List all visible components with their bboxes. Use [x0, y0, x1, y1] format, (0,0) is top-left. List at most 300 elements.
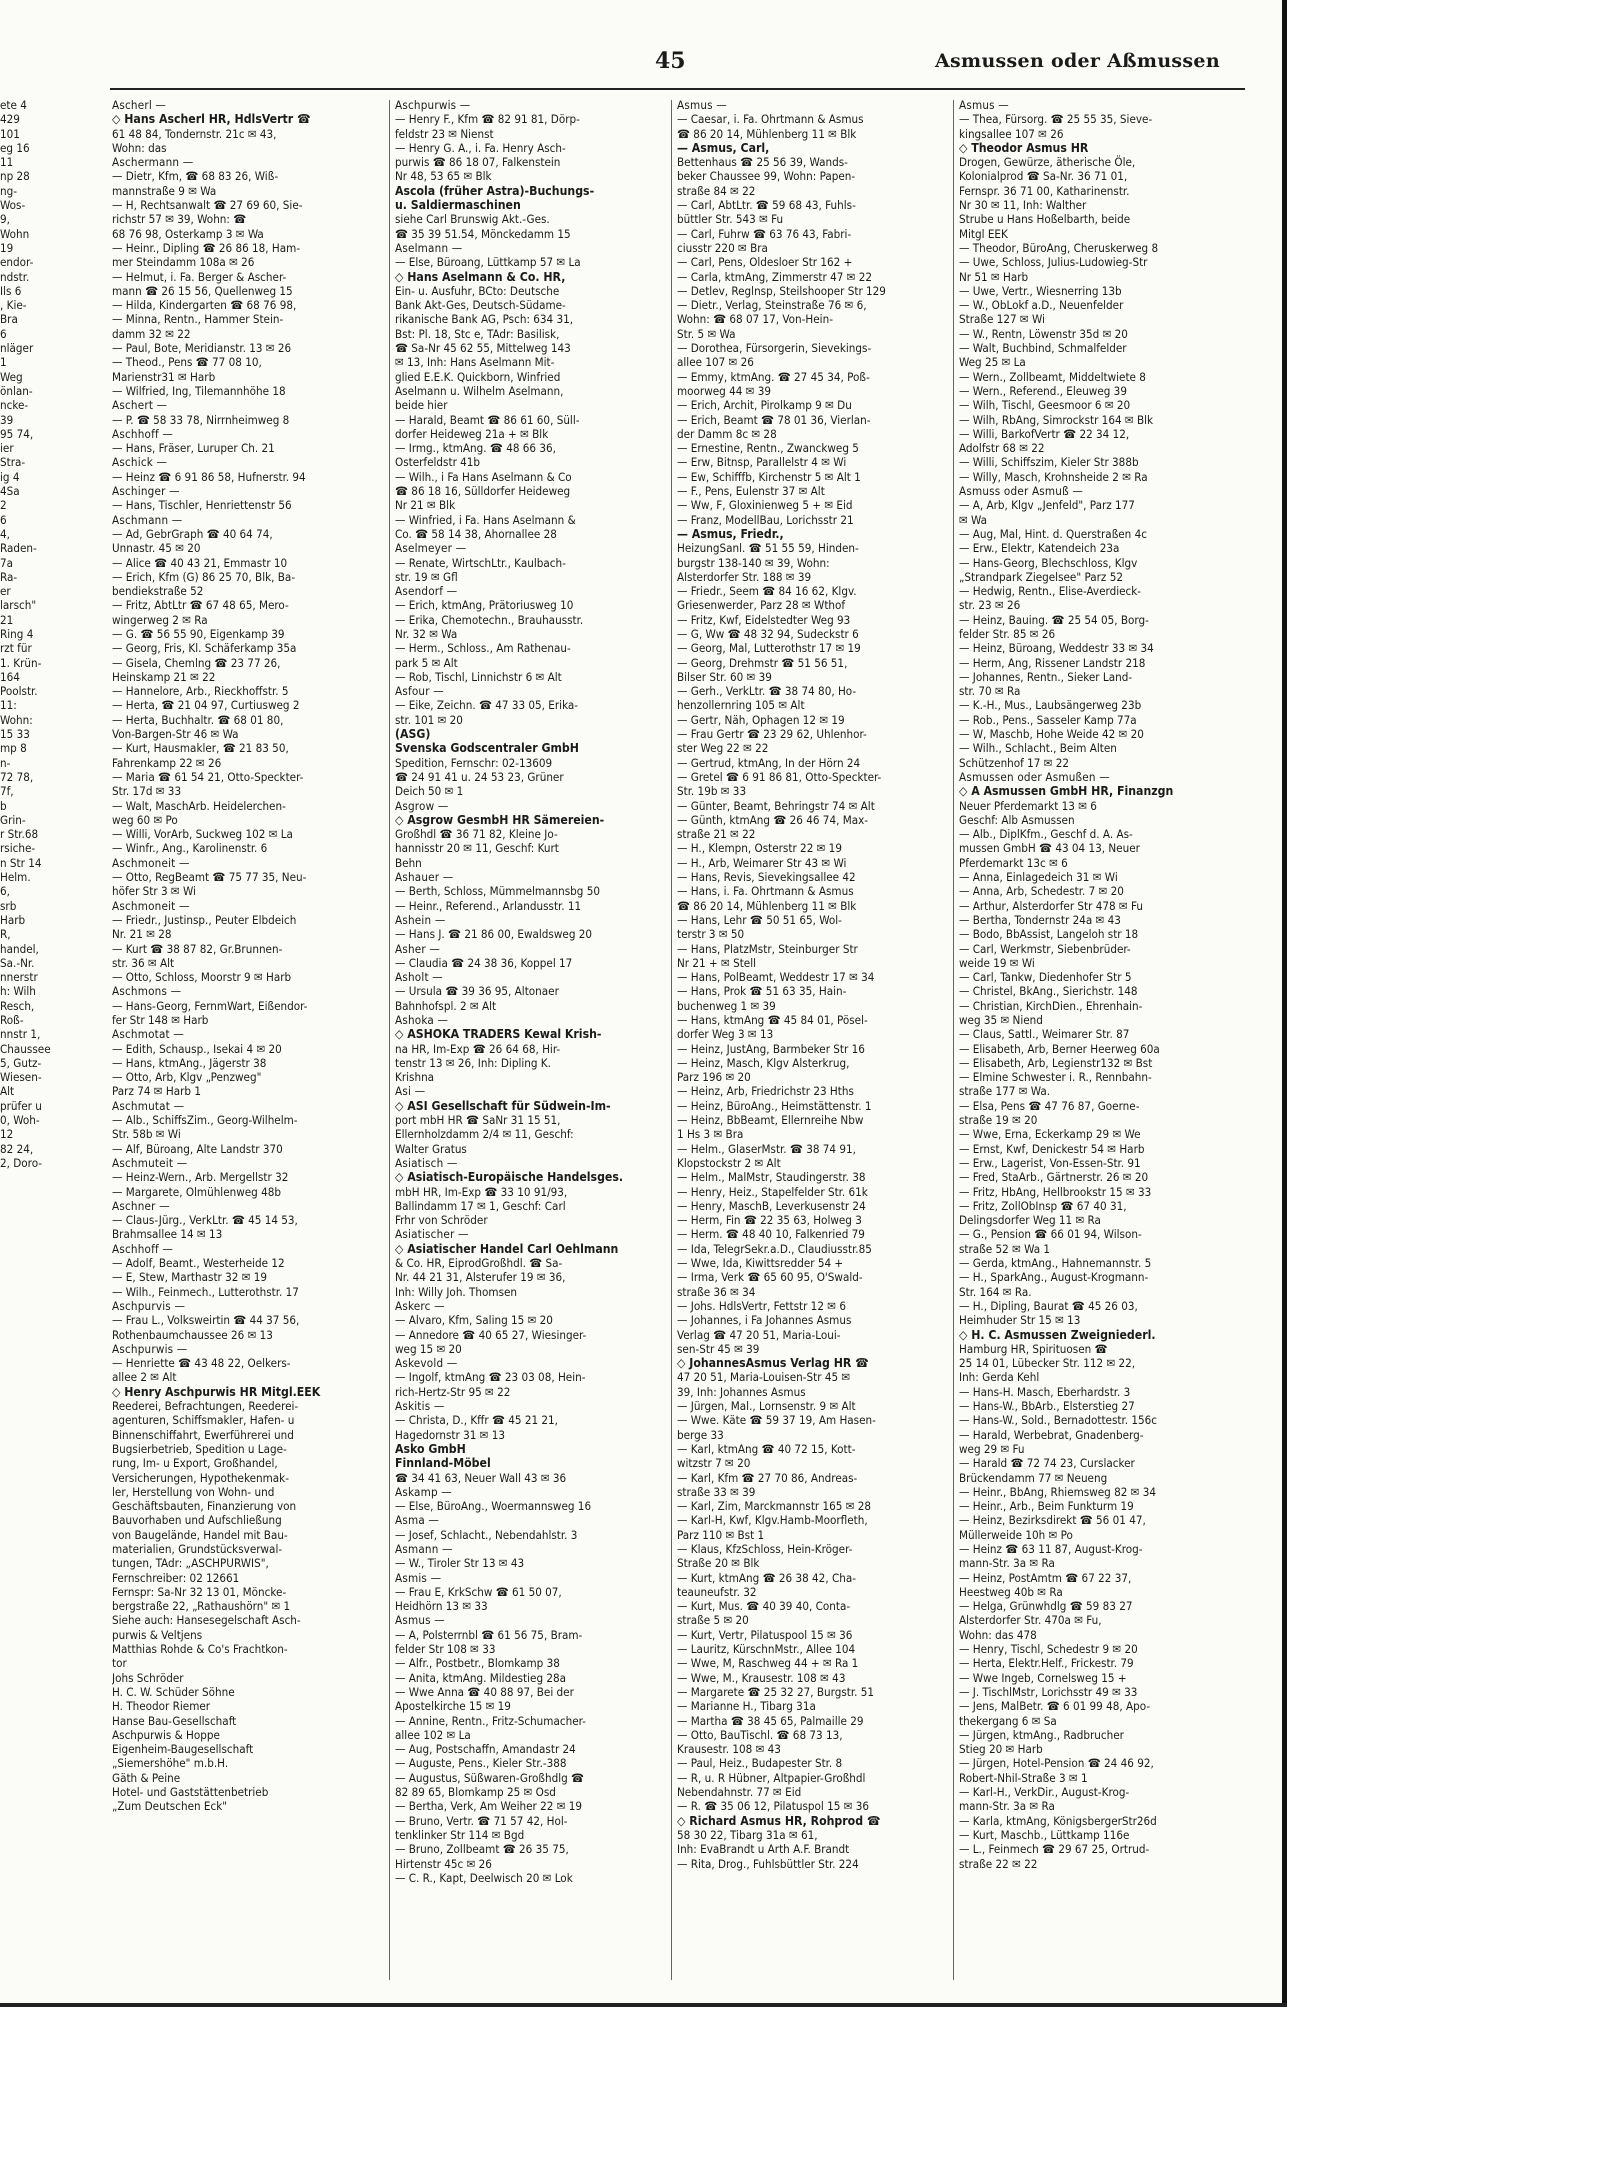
directory-entry: — Walt, Buchbind, Schmalfelder	[959, 341, 1127, 356]
directory-entry: Bettenhaus ☎ 25 56 39, Wands-	[677, 155, 848, 170]
directory-entry: — Uwe, Schloss, Julius-Ludowieg-Str	[959, 255, 1148, 270]
fragment-line: 6	[0, 512, 7, 527]
running-head: Asmussen oder Aßmussen	[935, 50, 1220, 72]
directory-entry: Marienstr31 ✉ Harb	[112, 369, 216, 384]
directory-entry: Brahmsallee 14 ✉ 13	[112, 1227, 223, 1242]
directory-entry: — Hans, ktmAng., Jägerstr 38	[112, 1055, 267, 1070]
directory-entry: — Erich, ktmAng, Prätoriusweg 10	[395, 598, 574, 613]
directory-entry: u. Saldiermaschinen	[395, 198, 521, 213]
directory-entry: — Heinz-Wern., Arb. Mergellstr 32	[112, 1170, 289, 1185]
directory-entry: Stieg 20 ✉ Harb	[959, 1742, 1043, 1757]
directory-entry: — Hans, PlatzMstr, Steinburger Str	[677, 941, 858, 956]
directory-entry: — Hilda, Kindergarten ☎ 68 76 98,	[112, 298, 297, 313]
directory-entry: na HR, Im-Exp ☎ 26 64 68, Hir-	[395, 1041, 561, 1056]
directory-entry: büttler Str. 543 ✉ Fu	[677, 212, 784, 227]
fragment-line: 4,	[0, 526, 10, 541]
directory-entry: — Else, Büroang, Lüttkamp 57 ✉ La	[395, 255, 581, 270]
directory-entry: Aschinger —	[112, 484, 180, 499]
directory-entry: — Eike, Zeichn. ☎ 47 33 05, Erika-	[395, 698, 579, 713]
fragment-line: 11:	[0, 698, 17, 713]
directory-entry: ◇ Asiatischer Handel Carl Oehlmann	[395, 1241, 619, 1256]
directory-entry: ☎ 86 18 16, Sülldorfer Heideweg	[395, 484, 571, 499]
directory-entry: — Helga, Grünwhdlg ☎ 59 83 27	[959, 1599, 1133, 1614]
directory-entry: fer Str 148 ✉ Harb	[112, 1013, 209, 1027]
directory-entry: — Henry, Tischl, Schedestr 9 ✉ 20	[959, 1642, 1138, 1657]
directory-entry: — Otto, BauTischl. ☎ 68 73 13,	[677, 1727, 843, 1742]
directory-entry: — R, u. R Hübner, Altpapier-Großhdl	[677, 1770, 866, 1785]
directory-entry: Großhdl ☎ 36 71 82, Kleine Jo-	[395, 827, 558, 842]
directory-entry: — Frau E, KrkSchw ☎ 61 50 07,	[395, 1584, 562, 1599]
directory-entry: Fahrenkamp 22 ✉ 26	[112, 755, 222, 770]
directory-entry: — Harald, Beamt ☎ 86 61 60, Süll-	[395, 412, 580, 427]
directory-entry: siehe Carl Brunswig Akt.-Ges.	[395, 212, 550, 227]
directory-entry: — Alf, Büroang, Alte Landstr 370	[112, 1141, 283, 1156]
directory-entry: Walter Gratus	[395, 1141, 467, 1156]
directory-entry: — Fritz, AbtLtr ☎ 67 48 65, Mero-	[112, 598, 289, 613]
directory-entry: — Heinz, BüroAng., Heimstättenstr. 1	[677, 1098, 872, 1113]
fragment-line: 2, Doro-	[0, 1155, 43, 1170]
directory-entry: — Kurt, Mus. ☎ 40 39 40, Conta-	[677, 1599, 851, 1614]
directory-entry: Delingsdorfer Weg 11 ✉ Ra	[959, 1213, 1101, 1228]
directory-entry: — E, Stew, Marthastr 32 ✉ 19	[112, 1270, 268, 1285]
directory-entry: Heidhörn 13 ✉ 33	[395, 1599, 488, 1614]
directory-entry: Asmann —	[395, 1541, 453, 1556]
directory-entry: Heinskamp 21 ✉ 22	[112, 669, 216, 684]
fragment-line: 11	[0, 155, 14, 170]
directory-entry: Asmus —	[959, 98, 1009, 112]
directory-entry: Wohn: das	[112, 140, 167, 155]
directory-entry: — Ingolf, ktmAng ☎ 23 03 08, Hein-	[395, 1370, 586, 1385]
directory-entry: Nr. 21 ✉ 28	[112, 927, 172, 942]
directory-entry: Aselmann —	[395, 240, 463, 255]
column-divider	[953, 100, 954, 1980]
directory-entry: — Ernst, Kwf, Denickestr 54 ✉ Harb	[959, 1141, 1145, 1156]
fragment-line: er	[0, 584, 11, 599]
fragment-line: ete 4	[0, 98, 27, 112]
directory-entry: — Winfr., Ang., Karolinenstr. 6	[112, 841, 268, 856]
directory-entry: — Ursula ☎ 39 36 95, Altonaer	[395, 984, 559, 999]
directory-entry: — Asmus, Carl,	[677, 140, 770, 155]
directory-entry: — Paul, Heiz., Budapester Str. 8	[677, 1756, 843, 1771]
directory-entry: — Emmy, ktmAng. ☎ 27 45 34, Poß-	[677, 369, 870, 384]
fragment-line: 6,	[0, 884, 10, 899]
directory-entry: weg 60 ✉ Po	[112, 812, 178, 827]
fragment-line: nläger	[0, 341, 34, 356]
fragment-line: ig 4	[0, 469, 20, 484]
directory-entry: — Augustus, Süßwaren-Großhdlg ☎	[395, 1770, 585, 1785]
directory-entry: Heestweg 40b ✉ Ra	[959, 1584, 1063, 1599]
directory-entry: Asiatischer —	[395, 1227, 469, 1242]
directory-entry: damm 32 ✉ 22	[112, 326, 191, 341]
directory-entry: — Herm, Ang, Rissener Landstr 218	[959, 655, 1146, 670]
directory-entry: — Erw, Bitnsp, Parallelstr 4 ✉ Wi	[677, 455, 847, 470]
directory-entry: — Martha ☎ 38 45 65, Palmaille 29	[677, 1713, 864, 1728]
directory-entry: — Franz, ModellBau, Lorichsstr 21	[677, 512, 854, 527]
directory-entry: — Henry F., Kfm ☎ 82 91 81, Dörp-	[395, 112, 580, 127]
directory-entry: ◇ Theodor Asmus HR	[959, 140, 1089, 155]
directory-entry: — Marianne H., Tibarg 31a	[677, 1699, 816, 1714]
directory-entry: — Alb., DiplKfm., Geschf d. A. As-	[959, 827, 1133, 842]
directory-entry: Ascola (früher Astra)-Buchungs-	[395, 183, 595, 198]
directory-entry: Rothenbaumchaussee 26 ✉ 13	[112, 1327, 273, 1342]
directory-entry: 82 89 65, Blomkamp 25 ✉ Osd	[395, 1785, 556, 1800]
directory-entry: — Henry G. A., i. Fa. Henry Asch-	[395, 140, 566, 155]
directory-entry: — Johannes, i Fa Johannes Asmus	[677, 1313, 852, 1328]
directory-entry: Unnastr. 45 ✉ 20	[112, 541, 201, 556]
page-number: 45	[655, 48, 686, 74]
directory-entry: Str. 58b ✉ Wi	[112, 1127, 181, 1142]
directory-entry: beide hier	[395, 398, 448, 413]
fragment-line: Wohn	[0, 226, 30, 241]
directory-entry: — Winfried, i Fa. Hans Aselmann &	[395, 512, 576, 527]
directory-entry: — Hans-H. Masch, Eberhardstr. 3	[959, 1384, 1131, 1399]
directory-entry: — Kurt ☎ 38 87 82, Gr.Brunnen-	[112, 941, 283, 956]
directory-entry: — Else, BüroAng., Woermannsweg 16	[395, 1499, 592, 1514]
directory-entry: — Günter, Beamt, Behringstr 74 ✉ Alt	[677, 798, 875, 813]
directory-entry: Parz 74 ✉ Harb 1	[112, 1084, 201, 1099]
directory-entry: — Wern., Zollbeamt, Middeltwiete 8	[959, 369, 1146, 384]
directory-entry: — Minna, Rentn., Hammer Stein-	[112, 312, 284, 327]
fragment-line: prüfer u	[0, 1098, 42, 1113]
directory-entry: — Ew, Schifffb, Kirchenstr 5 ✉ Alt 1	[677, 469, 861, 484]
directory-entry: — Theod., Pens ☎ 77 08 10,	[112, 355, 262, 370]
directory-entry: Ascherl —	[112, 98, 167, 112]
fragment-line: 7f,	[0, 784, 14, 799]
directory-entry: — Fritz, Kwf, Eidelstedter Weg 93	[677, 612, 851, 627]
directory-entry: mussen GmbH ☎ 43 04 13, Neuer	[959, 841, 1140, 856]
directory-entry: — A, Polsterrnbl ☎ 61 56 75, Bram-	[395, 1627, 583, 1642]
directory-entry: Str. 5 ✉ Wa	[677, 326, 736, 341]
directory-entry: — Henry, Heiz., Stapelfelder Str. 61k	[677, 1184, 868, 1199]
directory-entry: — Klaus, KfzSchloss, Hein-Kröger-	[677, 1541, 853, 1556]
directory-entry: — Herta, Buchhaltr. ☎ 68 01 80,	[112, 712, 284, 727]
left-page-fragment-column	[0, 98, 96, 1993]
directory-entry: — Wilh., Feinmech., Lutterothstr. 17	[112, 1284, 299, 1299]
directory-entry: tungen, TAdr: „ASCHPURWIS",	[112, 1556, 269, 1571]
directory-entry: 25 14 01, Lübecker Str. 112 ✉ 22,	[959, 1356, 1136, 1371]
directory-entry: — Hans, i. Fa. Ohrtmann & Asmus	[677, 884, 854, 899]
directory-entry: Nebendahnstr. 77 ✉ Eid	[677, 1785, 802, 1800]
directory-entry: Wohn: ☎ 68 07 17, Von-Hein-	[677, 312, 833, 327]
directory-entry: tenklinker Str 114 ✉ Bgd	[395, 1827, 525, 1842]
directory-entry: „Siemershöhe" m.b.H.	[112, 1756, 229, 1771]
directory-entry: Verlag ☎ 47 20 51, Maria-Loui-	[677, 1327, 841, 1342]
fragment-line: 19	[0, 240, 14, 255]
directory-entry: — H, Rechtsanwalt ☎ 27 69 60, Sie-	[112, 198, 303, 213]
directory-entry: Reederei, Befrachtungen, Reederei-	[112, 1399, 299, 1414]
directory-entry: Asendorf —	[395, 584, 458, 599]
directory-entry: ☎ 24 91 41 u. 24 53 23, Grüner	[395, 769, 564, 784]
directory-entry: — Friedr., Justinsp., Peuter Elbdeich	[112, 912, 297, 927]
fragment-line: 9,	[0, 212, 10, 227]
fragment-line: Ils 6	[0, 283, 22, 298]
directory-entry: — Asmus, Friedr.,	[677, 526, 784, 541]
directory-entry: ◇ ASHOKA TRADERS Kewal Krish-	[395, 1027, 602, 1042]
fragment-line: n-	[0, 755, 11, 770]
directory-entry: henzollernring 105 ✉ Alt	[677, 698, 805, 713]
directory-entry: 39, Inh: Johannes Asmus	[677, 1384, 806, 1399]
fragment-line: 7a	[0, 555, 14, 570]
directory-entry: Asher —	[395, 941, 441, 956]
directory-entry: — Uwe, Vertr., Wiesnerring 13b	[959, 283, 1122, 298]
directory-entry: — Carla, ktmAng, Zimmerstr 47 ✉ 22	[677, 269, 872, 284]
directory-entry: Von-Bargen-Str 46 ✉ Wa	[112, 727, 239, 742]
directory-entry: HeizungSanl. ☎ 51 55 59, Hinden-	[677, 541, 859, 556]
directory-entry: Weg 25 ✉ La	[959, 355, 1026, 370]
directory-entry: — L., Feinmech ☎ 29 67 25, Ortrud-	[959, 1842, 1150, 1857]
directory-entry: — K.-H., Mus., Laubsängerweg 23b	[959, 698, 1142, 713]
directory-entry: — Jürgen, ktmAng., Radbrucher	[959, 1727, 1124, 1742]
directory-entry: — P. ☎ 58 33 78, Nirrnheimweg 8	[112, 412, 290, 427]
directory-entry: Aschpurvis —	[112, 1298, 186, 1313]
directory-entry: Aschmann —	[112, 512, 183, 527]
directory-entry: terstr 3 ✉ 50	[677, 927, 745, 942]
directory-entry: 68 76 98, Osterkamp 3 ✉ Wa	[112, 226, 264, 241]
directory-entry: — Wwe, M, Raschweg 44 + ✉ Ra 1	[677, 1656, 859, 1671]
directory-entry: — G, Ww ☎ 48 32 94, Sudeckstr 6	[677, 626, 859, 641]
directory-entry: weide 19 ✉ Wi	[959, 955, 1035, 970]
directory-entry: — Carl, Fuhrw ☎ 63 76 43, Fabri-	[677, 226, 852, 241]
directory-entry: ◇ Richard Asmus HR, Rohprod ☎	[677, 1813, 881, 1828]
directory-entry: der Damm 8c ✉ 28	[677, 426, 777, 441]
directory-entry: — Georg, Mal, Lutterothstr 17 ✉ 19	[677, 641, 861, 656]
directory-entry: — Henriette ☎ 43 48 22, Oelkers-	[112, 1356, 291, 1371]
directory-entry: ◇ Hans Aselmann & Co. HR,	[395, 269, 566, 284]
directory-entry: — G. ☎ 56 55 90, Eigenkamp 39	[112, 626, 285, 641]
directory-entry: moorweg 44 ✉ 39	[677, 383, 771, 398]
directory-entry: — Paul, Bote, Meridianstr. 13 ✉ 26	[112, 341, 292, 356]
directory-entry: Hirtenstr 45c ✉ 26	[395, 1856, 492, 1871]
directory-entry: — Jürgen, Mal., Lornsenstr. 9 ✉ Alt	[677, 1399, 856, 1414]
directory-entry: ◇ ASI Gesellschaft für Südwein-Im-	[395, 1098, 611, 1113]
fragment-line: Wohn:	[0, 712, 33, 727]
directory-entry: Ein- u. Ausfuhr, BCto: Deutsche	[395, 283, 560, 298]
fragment-line: Raden-	[0, 541, 37, 556]
fragment-line: Wiesen-	[0, 1070, 42, 1085]
directory-entry: ☎ Sa-Nr 45 62 55, Mittelweg 143	[395, 341, 571, 356]
directory-entry: höfer Str 3 ✉ Wi	[112, 884, 196, 899]
directory-entry: — Günth, ktmAng ☎ 26 46 74, Max-	[677, 812, 869, 827]
directory-entry: Adolfstr 68 ✉ 22	[959, 441, 1045, 456]
directory-entry: — Helm., MalMstr, Staudingerstr. 38	[677, 1170, 866, 1185]
fragment-line: 2	[0, 498, 7, 513]
directory-entry: Inh: EvaBrandt u Arth A.F. Brandt	[677, 1842, 850, 1857]
directory-entry: — Karl, ktmAng ☎ 40 72 15, Kott-	[677, 1441, 856, 1456]
directory-entry: Askitis —	[395, 1399, 445, 1414]
fragment-line: 95 74,	[0, 426, 34, 441]
directory-entry: straße 33 ✉ 39	[677, 1484, 756, 1499]
directory-entry: wingerweg 2 ✉ Ra	[112, 612, 208, 627]
directory-entry: Aselmann u. Wilhelm Aselmann,	[395, 383, 564, 398]
directory-entry: — Edith, Schausp., Isekai 4 ✉ 20	[112, 1041, 282, 1056]
directory-entry: von Baugelände, Handel mit Bau-	[112, 1527, 288, 1542]
fragment-line: Alt	[0, 1084, 15, 1099]
directory-entry: 1 Hs 3 ✉ Bra	[677, 1127, 744, 1142]
directory-entry: rikanische Bank AG, Psch: 634 31,	[395, 312, 574, 327]
fragment-line: 0, Woh-	[0, 1113, 40, 1128]
directory-entry: straße 22 ✉ 22	[959, 1856, 1038, 1871]
directory-entry: — Dietr, Kfm, ☎ 68 83 26, Wiß-	[112, 169, 279, 184]
directory-entry: Bauvorhaben und Aufschließung	[112, 1513, 282, 1528]
directory-entry: — W., Rentn, Löwenstr 35d ✉ 20	[959, 326, 1128, 341]
directory-entry: — Gretel ☎ 6 91 86 81, Otto-Speckter-	[677, 769, 882, 784]
directory-entry: Aschhoff —	[112, 1241, 173, 1256]
directory-entry: glied E.E.K. Quickborn, Winfried	[395, 369, 561, 384]
directory-entry: Ashoka —	[395, 1013, 449, 1027]
directory-entry: — Heinz ☎ 6 91 86 58, Hufnerstr. 94	[112, 469, 306, 484]
directory-entry: park 5 ✉ Alt	[395, 655, 458, 670]
fragment-line: Helm.	[0, 870, 31, 885]
fragment-line: ncke-	[0, 398, 29, 413]
directory-entry: Asma —	[395, 1513, 440, 1528]
directory-entry: — Otto, RegBeamt ☎ 75 77 35, Neu-	[112, 870, 307, 885]
directory-entry: port mbH HR ☎ SaNr 31 15 51,	[395, 1113, 561, 1128]
fragment-line: ndstr.	[0, 269, 30, 284]
directory-entry: Krishna	[395, 1070, 435, 1085]
directory-entry: — Maria ☎ 61 54 21, Otto-Speckter-	[112, 769, 304, 784]
directory-entry: — Otto, Arb, Klgv „Penzweg"	[112, 1070, 262, 1085]
directory-entry: — Carl, Tankw, Diedenhofer Str 5	[959, 970, 1132, 985]
directory-entry: Aschmutat —	[112, 1098, 185, 1113]
directory-entry: str. 23 ✉ 26	[959, 598, 1021, 613]
directory-entry: — Johs. HdlsVertr, Fettstr 12 ✉ 6	[677, 1298, 846, 1313]
directory-entry: — Willi, BarkofVertr ☎ 22 34 12,	[959, 426, 1130, 441]
directory-entry: — Hans, PolBeamt, Weddestr 17 ✉ 34	[677, 970, 875, 985]
directory-entry: — Ida, TelegrSekr.a.D., Claudiusstr.85	[677, 1241, 872, 1256]
fragment-line: , Kie-	[0, 298, 27, 313]
directory-entry: Asholt —	[395, 970, 443, 985]
fragment-line: 12	[0, 1127, 14, 1142]
directory-entry: — Wwe, Erna, Eckerkamp 29 ✉ We	[959, 1127, 1141, 1142]
fragment-line: Chaussee	[0, 1041, 51, 1056]
directory-entry: — W., ObLokf a.D., Neuenfelder	[959, 298, 1124, 313]
directory-entry: — Heinz, Bezirksdirekt ☎ 56 01 47,	[959, 1513, 1146, 1528]
directory-entry: — Dietr., Verlag, Steinstraße 76 ✉ 6,	[677, 298, 867, 313]
directory-entry: mann-Str. 3a ✉ Ra	[959, 1556, 1055, 1571]
directory-entry: — Carl, Pens, Oldesloer Str 162 +	[677, 255, 853, 270]
page-edge-shadow	[1282, 0, 1287, 2005]
directory-entry: & Co. HR, EiprodGroßhdl. ☎ Sa-	[395, 1256, 563, 1271]
directory-entry: — Wilfried, Ing, Tilemannhöhe 18	[112, 383, 286, 398]
directory-entry: burgstr 138-140 ✉ 39, Wohn:	[677, 555, 830, 570]
directory-entry: Aschner —	[112, 1198, 170, 1213]
directory-entry: richstr 57 ✉ 39, Wohn: ☎	[112, 212, 247, 227]
fragment-line: 21	[0, 612, 14, 627]
directory-entry: tenstr 13 ✉ 26, Inh: Dipling K.	[395, 1055, 551, 1070]
directory-entry: — Kurt, Hausmakler, ☎ 21 83 50,	[112, 741, 289, 756]
directory-entry: — Theodor, BüroAng, Cheruskerweg 8	[959, 240, 1159, 255]
fragment-line: önlan-	[0, 383, 33, 398]
directory-entry: — Alb., SchiffsZim., Georg-Wilhelm-	[112, 1113, 298, 1128]
directory-entry: Wohn: das 478	[959, 1627, 1037, 1642]
directory-entry: buchenweg 1 ✉ 39	[677, 998, 776, 1013]
fragment-line: rzt für	[0, 641, 32, 656]
directory-entry: — Willi, VorArb, Suckweg 102 ✉ La	[112, 827, 293, 842]
directory-entry: — Alice ☎ 40 43 21, Emmastr 10	[112, 555, 288, 570]
directory-entry: „Strandpark Ziegelsee" Parz 52	[959, 569, 1123, 584]
fragment-line: 4Sa	[0, 484, 20, 499]
directory-entry: Fernschreiber: 02 12661	[112, 1570, 240, 1585]
directory-entry: mer Steindamm 108a ✉ 26	[112, 255, 255, 270]
directory-entry: Matthias Rohde & Co's Frachtkon-	[112, 1642, 288, 1657]
directory-entry: Deich 50 ✉ 1	[395, 784, 464, 799]
fragment-line: Roß-	[0, 1013, 24, 1027]
directory-entry: — Karl-H, Kwf, Klgv.Hamb-Moorfleth,	[677, 1513, 868, 1528]
directory-entry: Hotel- und Gaststättenbetrieb	[112, 1785, 269, 1800]
directory-entry: Spedition, Fernschr: 02-13609	[395, 755, 553, 770]
directory-entry: — Kurt, Maschb., Lüttkamp 116e	[959, 1827, 1130, 1842]
directory-entry: — Gisela, Chemlng ☎ 23 77 26,	[112, 655, 281, 670]
directory-entry: rich-Hertz-Str 95 ✉ 22	[395, 1384, 511, 1399]
directory-entry: Aschmoneit —	[112, 855, 190, 870]
directory-entry: ☎ 34 41 63, Neuer Wall 43 ✉ 36	[395, 1470, 567, 1485]
directory-entry: — Herm., Schloss., Am Rathenau-	[395, 641, 571, 656]
directory-entry: agenturen, Schiffsmakler, Hafen- u	[112, 1413, 295, 1428]
directory-entry: Drogen, Gewürze, ätherische Öle,	[959, 155, 1136, 170]
directory-entry: — Heinr., Referend., Arlandusstr. 11	[395, 898, 582, 913]
directory-entry: — Herm. ☎ 48 40 10, Falkenried 79	[677, 1227, 865, 1242]
directory-entry: — Wwe Ingeb, Cornelsweg 15 +	[959, 1670, 1127, 1685]
directory-entry: mbH HR, Im-Exp ☎ 33 10 91/93,	[395, 1184, 568, 1199]
directory-entry: Aschert —	[112, 398, 168, 413]
directory-entry: — Alvaro, Kfm, Saling 15 ✉ 20	[395, 1313, 553, 1328]
directory-entry: — Ww, F, Gloxinienweg 5 + ✉ Eid	[677, 498, 853, 513]
fragment-line: 39	[0, 412, 14, 427]
directory-entry: Johs Schröder	[112, 1670, 184, 1685]
directory-entry: Alsterdorfer Str. 188 ✉ 39	[677, 569, 812, 584]
directory-entry: — Irmg., ktmAng. ☎ 48 66 36,	[395, 441, 556, 456]
directory-entry: straße 177 ✉ Wa.	[959, 1084, 1051, 1099]
directory-entry: Askevold —	[395, 1356, 458, 1371]
directory-entry: Osterfeldstr 41b	[395, 455, 481, 470]
directory-entry: (ASG)	[395, 727, 431, 742]
directory-entry: Müllerweide 10h ✉ Po	[959, 1527, 1073, 1542]
fragment-line: 1. Krün-	[0, 655, 42, 670]
directory-entry: Ashauer —	[395, 870, 454, 885]
directory-entry: — Jens, MalBetr. ☎ 6 01 99 48, Apo-	[959, 1699, 1151, 1714]
directory-entry: Krausestr. 108 ✉ 43	[677, 1742, 781, 1757]
directory-entry: Griesenwerder, Parz 28 ✉ Wthof	[677, 598, 846, 613]
directory-entry: — Carl, Werkmstr, Siebenbrüder-	[959, 941, 1131, 956]
directory-entry: — Hans-W., BbArb., Elsterstieg 27	[959, 1399, 1135, 1414]
directory-entry: — Heinz, JustAng, Barmbeker Str 16	[677, 1041, 865, 1056]
directory-column-1	[112, 98, 380, 1993]
directory-entry: teauneufstr. 32	[677, 1584, 757, 1599]
fragment-line: ng-	[0, 183, 18, 198]
directory-entry: Fernspr: Sa-Nr 32 13 01, Möncke-	[112, 1584, 287, 1599]
directory-entry: rung, Im- u Export, Großhandel,	[112, 1456, 278, 1471]
directory-entry: — G., Pension ☎ 66 01 94, Wilson-	[959, 1227, 1142, 1242]
directory-entry: — Adolf, Beamt., Westerheide 12	[112, 1256, 285, 1271]
directory-entry: Bank Akt-Ges, Deutsch-Südame-	[395, 298, 566, 313]
directory-entry: Strube u Hans Hoßelbarth, beide	[959, 212, 1131, 227]
directory-entry: — Heinz, Masch, Klgv Alsterkrug,	[677, 1055, 850, 1070]
directory-entry: purwis & Veltjens	[112, 1627, 203, 1642]
directory-entry: — Anna, Arb, Schedestr. 7 ✉ 20	[959, 884, 1124, 899]
directory-entry: Asmus —	[395, 1613, 445, 1628]
directory-entry: straße 52 ✉ Wa 1	[959, 1241, 1051, 1256]
fragment-line: 82 24,	[0, 1141, 34, 1156]
directory-entry: bendiekstraße 52	[112, 584, 204, 599]
directory-entry: — Bruno, Zollbeamt ☎ 26 35 75,	[395, 1842, 569, 1857]
directory-entry: — Hedwig, Rentn., Elise-Averdieck-	[959, 584, 1142, 599]
directory-entry: — Renate, WirtschLtr., Kaulbach-	[395, 555, 566, 570]
directory-entry: — Bertha, Tondernstr 24a ✉ 43	[959, 912, 1121, 927]
fragment-line: ier	[0, 441, 14, 456]
directory-entry: Bahnhofspl. 2 ✉ Alt	[395, 998, 497, 1013]
directory-entry: — Thea, Fürsorg. ☎ 25 55 35, Sieve-	[959, 112, 1153, 127]
directory-entry: — W, Maschb, Hohe Weide 42 ✉ 20	[959, 727, 1144, 742]
